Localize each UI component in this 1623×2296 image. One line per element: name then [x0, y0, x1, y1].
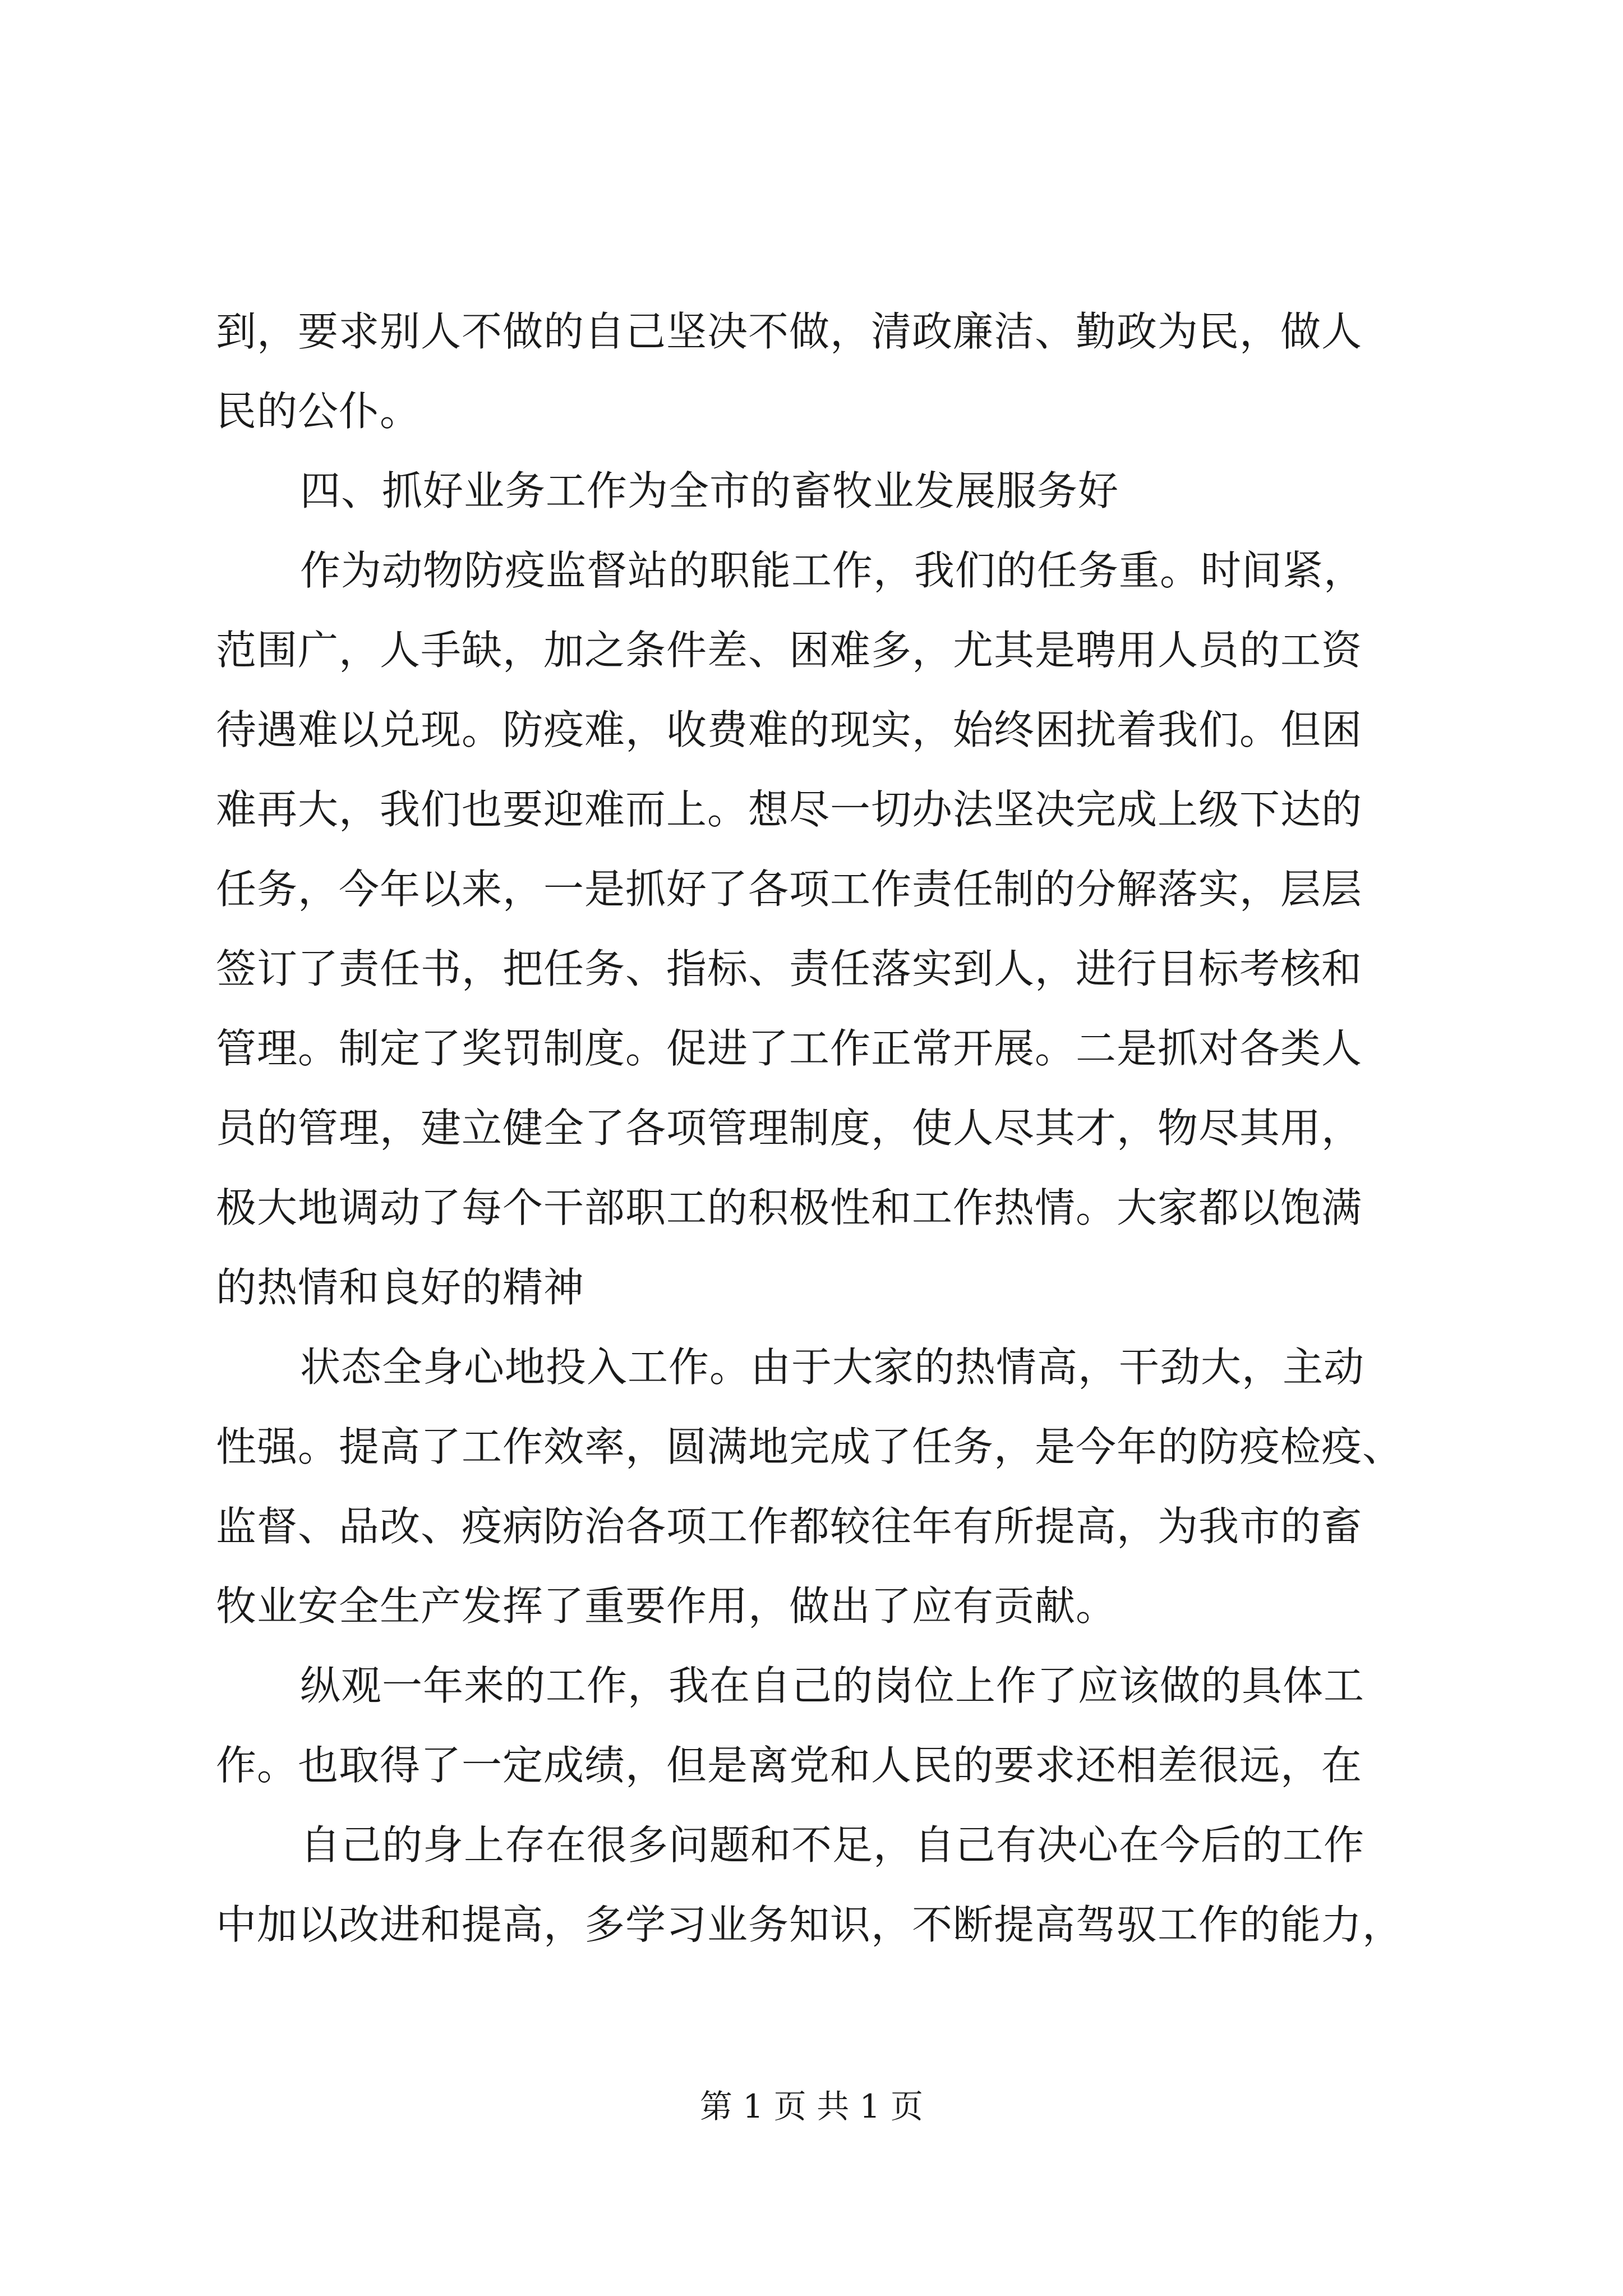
text-line: 中加以改进和提高，多学习业务知识，不断提高驾驭工作的能力， — [216, 1901, 1404, 1948]
text-line: 监督、品改、疫病防治各项工作都较往年有所提高，为我市的畜 — [216, 1503, 1363, 1550]
text-line: 范围广，人手缺，加之条件差、困难多，尤其是聘用人员的工资 — [216, 627, 1363, 674]
text-line: 到，要求别人不做的自己坚决不做，清政廉洁、勤政为民，做人 — [216, 308, 1363, 355]
section-heading: 四、抓好业务工作为全市的畜牧业发展服务好 — [300, 467, 1119, 514]
page-footer — [0, 2087, 1623, 2126]
text-line: 状态全身心地投入工作。由于大家的热情高，干劲大，主动 — [300, 1343, 1365, 1391]
text-line: 牧业安全生产发挥了重要作用，做出了应有贡献。 — [216, 1582, 1117, 1630]
text-line: 性强。提高了工作效率，圆满地完成了任务，是今年的防疫检疫、 — [216, 1423, 1404, 1470]
text-line: 任务，今年以来，一是抓好了各项工作责任制的分解落实，层层 — [216, 866, 1363, 913]
text-line: 员的管理，建立健全了各项管理制度，使人尽其才，物尽其用， — [216, 1105, 1363, 1152]
text-line: 纵观一年来的工作，我在自己的岗位上作了应该做的具体工 — [300, 1662, 1365, 1709]
document-body — [216, 292, 1427, 1964]
text-line: 签订了责任书，把任务、指标、责任落实到人，进行目标考核和 — [216, 945, 1363, 992]
text-line: 作为动物防疫监督站的职能工作，我们的任务重。时间紧， — [300, 547, 1365, 594]
text-line: 的热情和良好的精神 — [216, 1264, 585, 1311]
text-line: 管理。制定了奖罚制度。促进了工作正常开展。二是抓对各类人 — [216, 1025, 1363, 1072]
page-number-label: 第 1 页 共 1 页 — [700, 2087, 923, 2125]
text-line: 难再大，我们也要迎难而上。想尽一切办法坚决完成上级下达的 — [216, 786, 1363, 833]
text-line: 作。也取得了一定成绩，但是离党和人民的要求还相差很远，在 — [216, 1742, 1363, 1789]
text-line: 民的公仆。 — [216, 388, 421, 435]
text-line: 自己的身上存在很多问题和不足，自己有决心在今后的工作 — [300, 1821, 1365, 1869]
text-line: 待遇难以兑现。防疫难，收费难的现实，始终困扰着我们。但困 — [216, 706, 1363, 753]
text-line: 极大地调动了每个干部职工的积极性和工作热情。大家都以饱满 — [216, 1184, 1363, 1231]
